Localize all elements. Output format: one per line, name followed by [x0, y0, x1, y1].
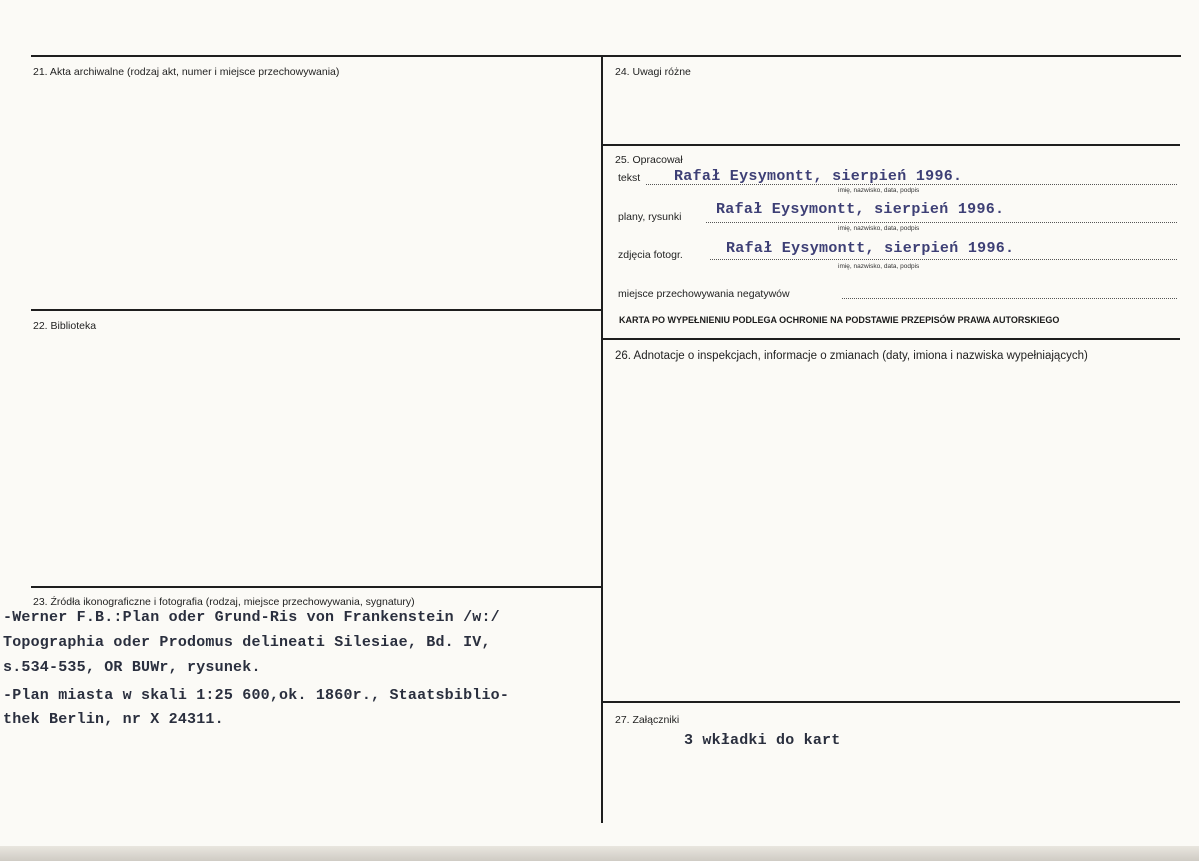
zdjecia-caption: imię, nazwisko, data, podpis	[838, 263, 920, 270]
plany-label: plany, rysunki	[618, 211, 682, 223]
plany-line	[706, 222, 1177, 223]
tekst-caption: imię, nazwisko, data, podpis	[838, 187, 920, 194]
section-26-label: 26. Adnotacje o inspekcjach, informacje o zmianach (daty, imiona i nazwiska wypełniających)	[615, 350, 1088, 362]
section-23-line-4: -Plan miasta w skali 1:25 600,ok. 1860r., Staatsbiblio-	[3, 687, 510, 704]
plany-caption: imię, nazwisko, data, podpis	[838, 225, 920, 232]
section-23-line-2: Topographia oder Prodomus delineati Silesiae, Bd. IV,	[3, 634, 491, 651]
rule-right-26-27	[602, 701, 1180, 703]
section-25-label: 25. Opracował	[615, 154, 683, 166]
copyright-notice: KARTA PO WYPEŁNIENIU PODLEGA OCHRONIE NA PODSTAWIE PRZEPISÓW PRAWA AUTORSKIEGO	[619, 315, 1060, 325]
section-23-line-5: thek Berlin, nr X 24311.	[3, 711, 224, 728]
rule-right-25-26	[602, 338, 1180, 340]
section-27-label: 27. Załączniki	[615, 714, 680, 726]
tekst-label: tekst	[618, 172, 641, 184]
rule-right-24-25	[602, 144, 1180, 146]
section-23-label: 23. Źródła ikonograficzne i fotografia (rodzaj, miejsce przechowywania, sygnatury)	[33, 596, 415, 608]
section-24-label: 24. Uwagi różne	[615, 66, 691, 78]
section-22-label: 22. Biblioteka	[33, 320, 97, 332]
negatywy-line	[842, 298, 1177, 299]
zdjecia-value: Rafał Eysymontt, sierpień 1996.	[726, 240, 1015, 257]
section-21-label: 21. Akta archiwalne (rodzaj akt, numer i miejsce przechowywania)	[33, 66, 340, 78]
section-23-line-1: -Werner F.B.:Plan oder Grund-Ris von Frankenstein /w:/	[3, 609, 500, 626]
tekst-value: Rafał Eysymontt, sierpień 1996.	[674, 168, 963, 185]
section-27-value: 3 wkładki do kart	[684, 732, 841, 749]
negatywy-label: miejsce przechowywania negatywów	[618, 288, 790, 300]
center-divider	[601, 55, 603, 823]
paper-bottom-edge	[0, 846, 1199, 861]
top-rule	[31, 55, 1181, 57]
rule-left-22-23	[31, 586, 602, 588]
zdjecia-label: zdjęcia fotogr.	[618, 249, 683, 261]
zdjecia-line	[710, 259, 1177, 260]
plany-value: Rafał Eysymontt, sierpień 1996.	[716, 201, 1005, 218]
section-23-line-3: s.534-535, OR BUWr, rysunek.	[3, 659, 261, 676]
rule-left-21-22	[31, 309, 602, 311]
